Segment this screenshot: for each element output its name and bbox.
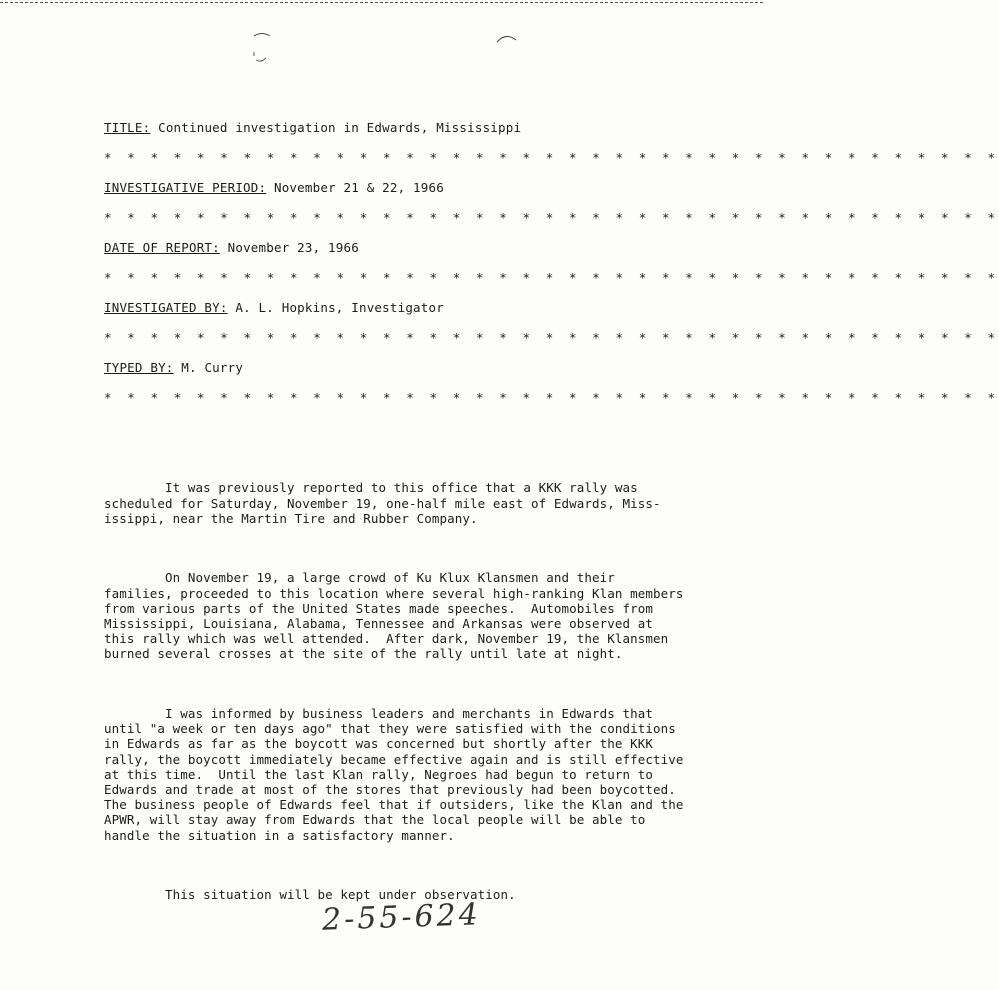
typist-field xyxy=(104,360,243,376)
punch-mark-right xyxy=(494,32,520,46)
separator-1: * * * * * * * * * * * * * * * * * * * * * * * * * * * * * * * * * * * * * * * xyxy=(104,150,999,165)
period-label: INVESTIGATIVE PERIOD: xyxy=(104,180,267,195)
separator-5: * * * * * * * * * * * * * * * * * * * * * * * * * * * * * * * * * * * * * * * xyxy=(104,390,999,405)
paragraph-4: This situation will be kept under observation. xyxy=(104,887,516,903)
date-field xyxy=(104,240,359,256)
period-value: November 21 & 22, 1966 xyxy=(273,180,444,195)
investigator-field xyxy=(104,300,444,316)
punch-mark-left xyxy=(248,30,274,64)
typist-label: TYPED BY: xyxy=(104,360,174,375)
date-label: DATE OF REPORT: xyxy=(104,240,220,255)
paragraph-1: It was previously reported to this office that a KKK rally was scheduled for Saturday, November 19, one-half mile east of Edwards, Miss- issippi, near the Martin Tire and Rubber Company. xyxy=(104,480,661,526)
separator-3: * * * * * * * * * * * * * * * * * * * * * * * * * * * * * * * * * * * * * * * xyxy=(104,270,999,285)
title-label: TITLE: xyxy=(104,120,151,135)
period-field xyxy=(104,180,444,196)
title-field xyxy=(104,120,521,136)
file-number-handwritten: 2-55-624 xyxy=(321,897,482,938)
typist-value: M. Curry xyxy=(181,360,244,375)
investigator-label: INVESTIGATED BY: xyxy=(104,300,228,315)
separator-2: * * * * * * * * * * * * * * * * * * * * * * * * * * * * * * * * * * * * * * * xyxy=(104,210,999,225)
paragraph-3: I was informed by business leaders and merchants in Edwards that until "a week or ten days ago" that they were satisfied with the conditions in Edwards as far as the boycott was concerned but shortly after the KKK rally, the boycott immediately became effective again and is still effective at this time. Until the last Klan rally, Negroes had begun to return to Edwards and trade at most of the stores that previously had been boycotted. The business people of Edwards feel that if outsiders, like the Klan and the APWR, will stay away from Edwards that the local people will be able to handle the situation in a satisfactory manner. xyxy=(104,706,684,843)
date-value: November 23, 1966 xyxy=(227,240,359,255)
report-body xyxy=(104,450,684,932)
title-value: Continued investigation in Edwards, Mississippi xyxy=(158,120,522,135)
separator-4: * * * * * * * * * * * * * * * * * * * * * * * * * * * * * * * * * * * * * * * xyxy=(104,330,999,345)
paragraph-2: On November 19, a large crowd of Ku Klux Klansmen and their families, proceeded to this location where several high-ranking Klan members from various parts of the United States made speeches. Automobiles from Mississippi, Louisiana, Alabama, Tennessee and Arkansas were observed at this rally which was well attended. After dark, November 19, the Klansmen burned several crosses at the site of the rally until late at night. xyxy=(104,570,684,662)
investigator-value: A. L. Hopkins, Investigator xyxy=(235,300,444,315)
page-top-edge xyxy=(0,2,763,3)
